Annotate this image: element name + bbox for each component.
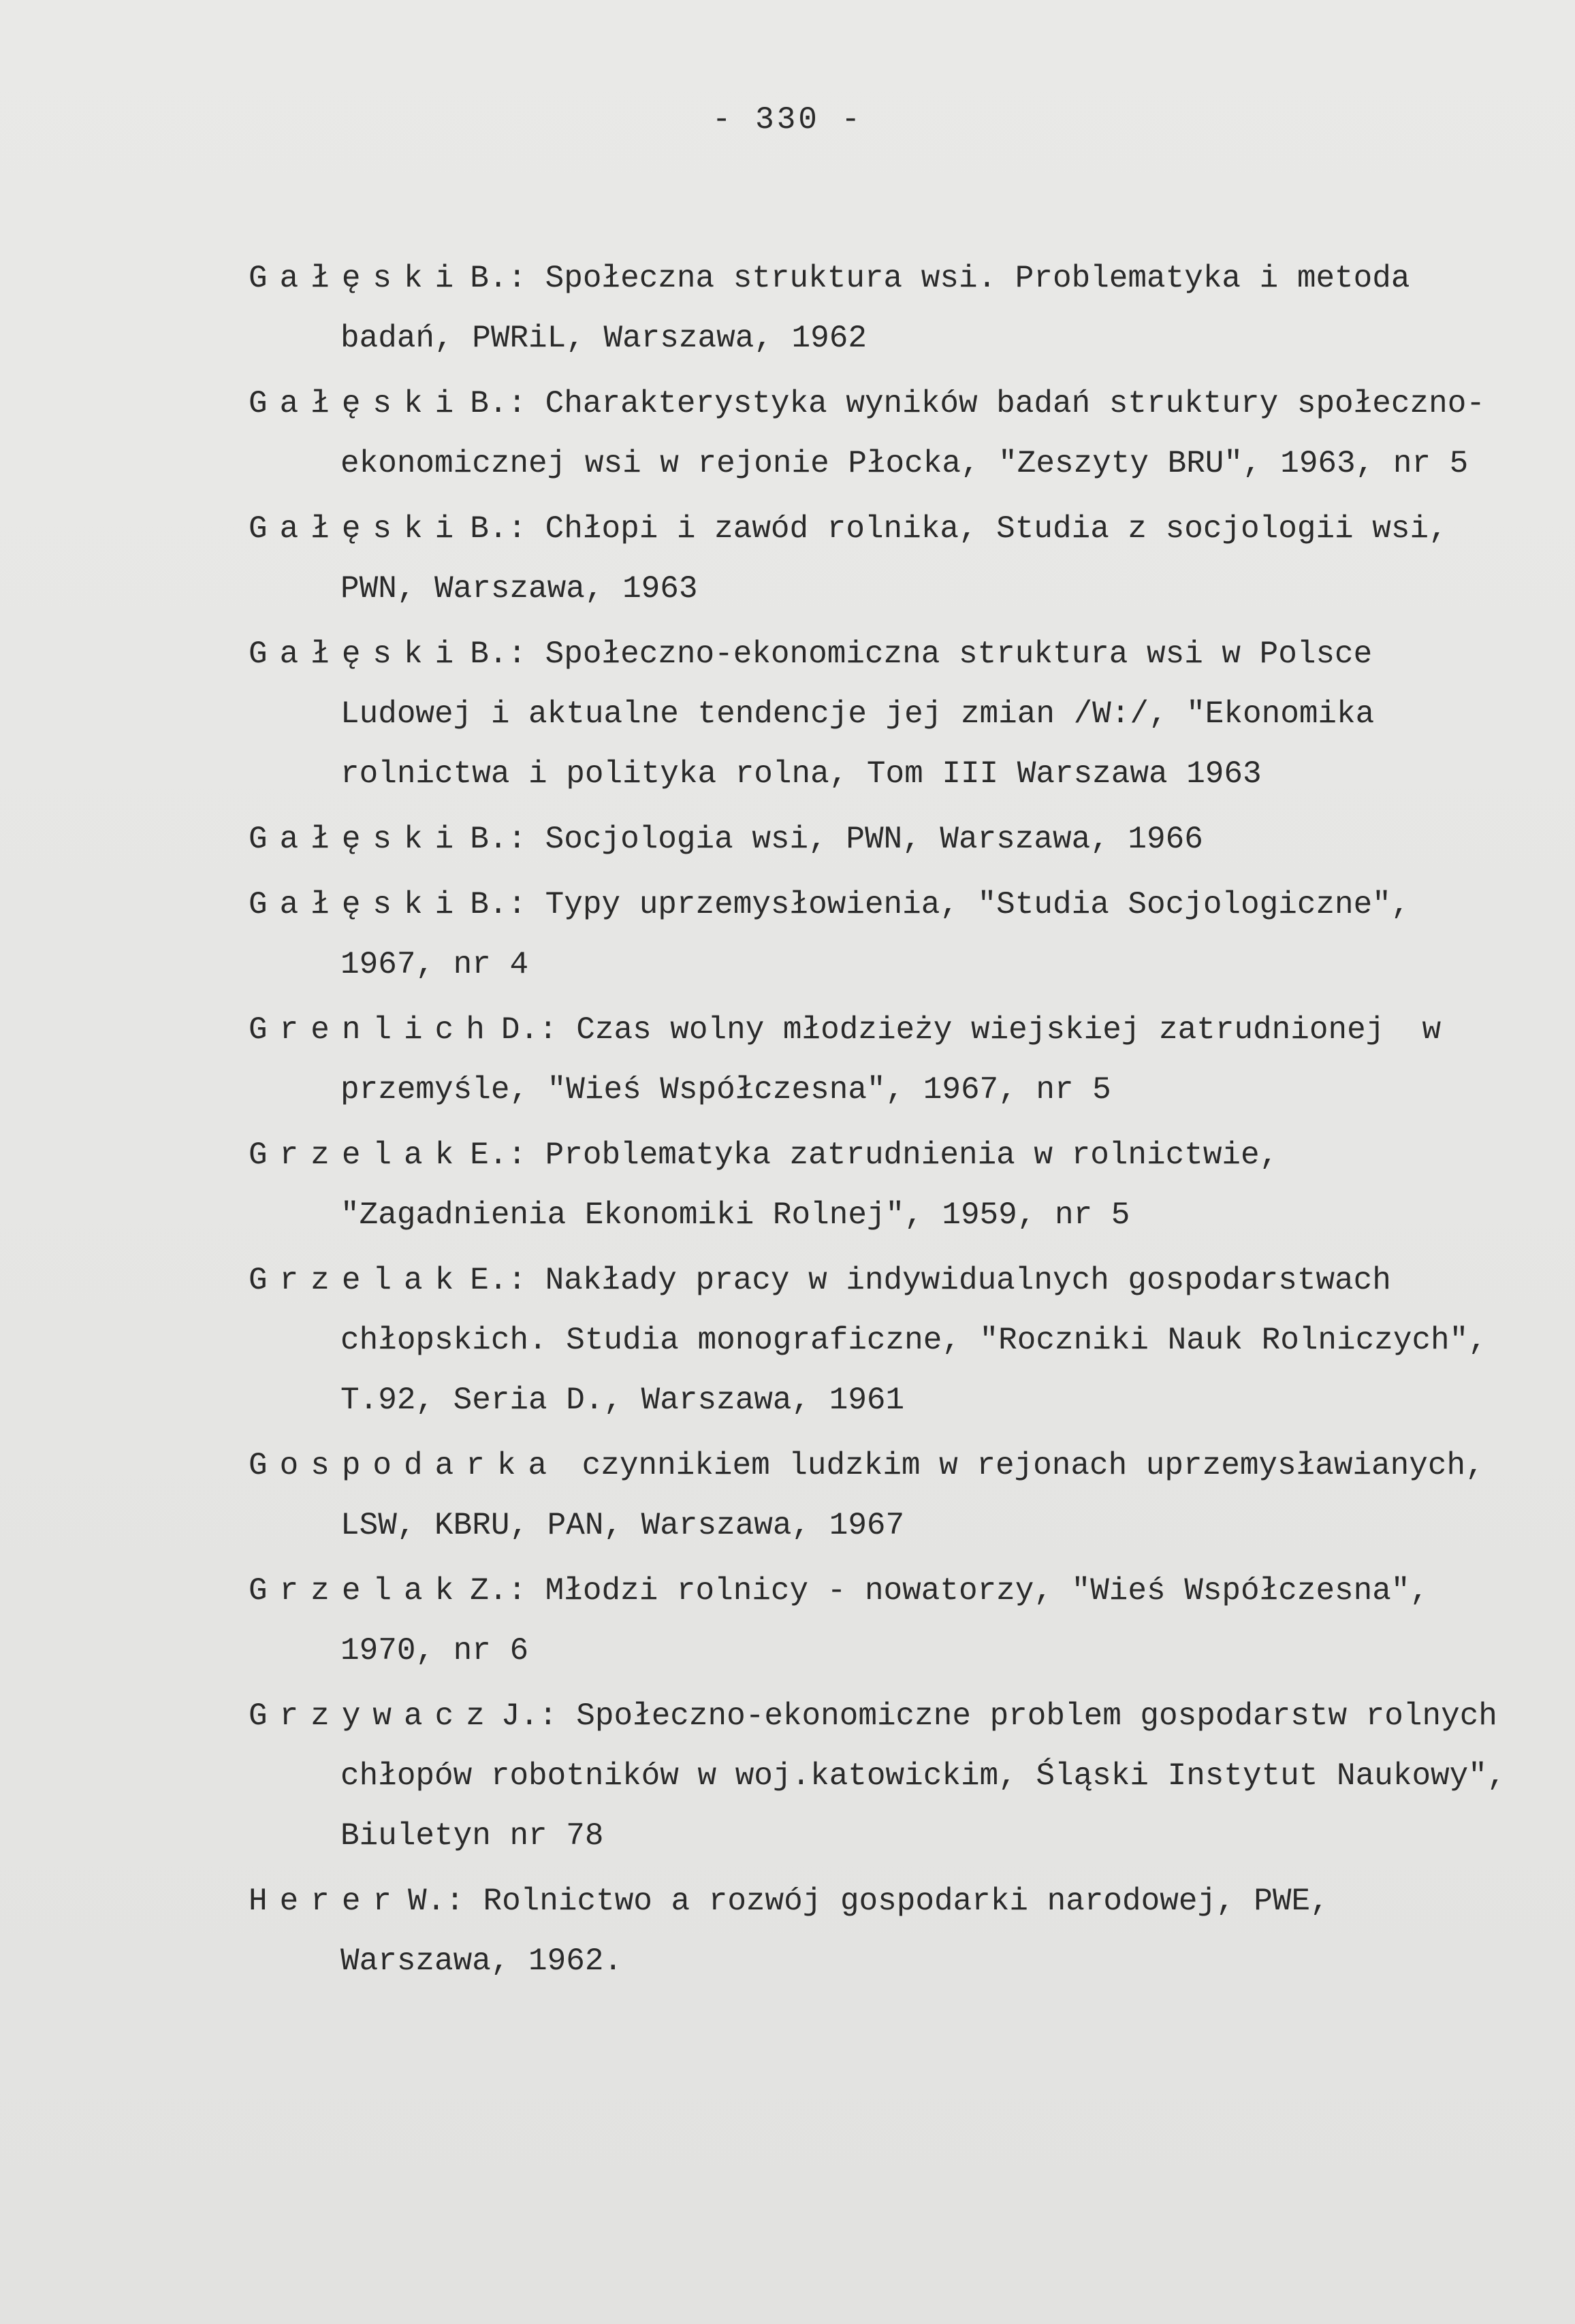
bibliography-entry: [249, 1250, 1515, 1430]
entry-author: Gałęski: [249, 511, 466, 547]
entry-text: Społeczno-ekonomiczne problem gospodarstw rolnych chłopów robotników w woj.katowickim, Śląski Instytut Naukowy", Biuletyn nr 78: [340, 1698, 1525, 1854]
entry-initials: E.:: [470, 1137, 527, 1173]
entry-initials: B.:: [470, 511, 527, 547]
entry-text: Problematyka zatrudnienia w rolnictwie, "Zagadnienia Ekonomiki Rolnej", 1959, nr 5: [340, 1137, 1297, 1233]
entry-author: Gałęski: [249, 386, 466, 421]
entry-initials: B.:: [470, 261, 527, 296]
bibliography-entry: [249, 1436, 1515, 1555]
bibliography-entry: [249, 809, 1515, 869]
entry-initials: J.:: [500, 1698, 558, 1734]
entry-initials: B.:: [470, 822, 527, 857]
bibliography-entry: [249, 1125, 1515, 1245]
entry-text: Społeczna struktura wsi. Problematyka i metoda badań, PWRiL, Warszawa, 1962: [340, 261, 1429, 356]
bibliography-entry: [249, 1000, 1515, 1120]
entry-author: Gospodarka: [249, 1448, 560, 1483]
entry-author: Grzelak: [249, 1137, 466, 1173]
entry-text: Rolnictwo a rozwój gospodarki narodowej, PWE, Warszawa, 1962.: [340, 1884, 1348, 1979]
entry-author: Gałęski: [249, 887, 466, 922]
entry-text: Charakterystyka wyników badań struktury społeczno-ekonomicznej wsi w rejonie Płocka, "Zeszyty BRU", 1963, nr 5: [340, 386, 1485, 481]
entry-text: Typy uprzemysłowienia, "Studia Socjologiczne", 1967, nr 4: [340, 887, 1429, 982]
entry-text: Młodzi rolnicy - nowatorzy, "Wieś Współczesna", 1970, nr 6: [340, 1573, 1448, 1668]
entry-initials: B.:: [470, 636, 527, 672]
bibliography-entry: [249, 1871, 1515, 1991]
bibliography-entry: [249, 624, 1515, 804]
bibliography-entry: [249, 875, 1515, 995]
entry-author: Gałęski: [249, 822, 466, 857]
entry-text: Społeczno-ekonomiczna struktura wsi w Polsce Ludowej i aktualne tendencje jej zmian /W:/, "Ekonomika rolnictwa i polityka rolna, Tom III Warszawa 1963: [340, 636, 1393, 792]
bibliography-entry: [249, 499, 1515, 619]
entry-initials: B.:: [470, 386, 527, 421]
entry-author: Herer: [249, 1884, 404, 1919]
entry-author: Gałęski: [249, 636, 466, 672]
bibliography-entry: [249, 374, 1515, 494]
bibliography-entry: [249, 1686, 1525, 1866]
entry-author: Grzelak: [249, 1573, 466, 1609]
entry-text: czynnikiem ludzkim w rejonach uprzemysławianych, LSW, KBRU, PAN, Warszawa, 1967: [340, 1448, 1504, 1543]
entry-text: Chłopi i zawód rolnika, Studia z socjologii wsi, PWN, Warszawa, 1963: [340, 511, 1467, 607]
bibliography-list: [249, 248, 1525, 1997]
entry-initials: Z.:: [470, 1573, 527, 1609]
entry-initials: D.:: [500, 1012, 558, 1048]
entry-text: Nakłady pracy w indywidualnych gospodarstwach chłopskich. Studia monograficzne, "Roczniki Nauk Rolniczych", T.92, Seria D., Warszawa, 1961: [340, 1263, 1506, 1418]
entry-author: Grzelak: [249, 1263, 466, 1298]
entry-initials: B.:: [470, 887, 527, 922]
entry-text: Socjologia wsi, PWN, Warszawa, 1966: [545, 822, 1203, 857]
entry-author: Grzywacz: [249, 1698, 497, 1734]
entry-author: Grenlich: [249, 1012, 497, 1048]
page-number: - 330 -: [712, 102, 863, 138]
entry-initials: E.:: [470, 1263, 527, 1298]
bibliography-entry: [249, 248, 1515, 368]
entry-author: Gałęski: [249, 261, 466, 296]
bibliography-entry: [249, 1561, 1515, 1681]
entry-initials: W.:: [408, 1884, 464, 1919]
entry-text: Czas wolny młodzieży wiejskiej zatrudnionej w przemyśle, "Wieś Współczesna", 1967, nr 5: [340, 1012, 1460, 1108]
